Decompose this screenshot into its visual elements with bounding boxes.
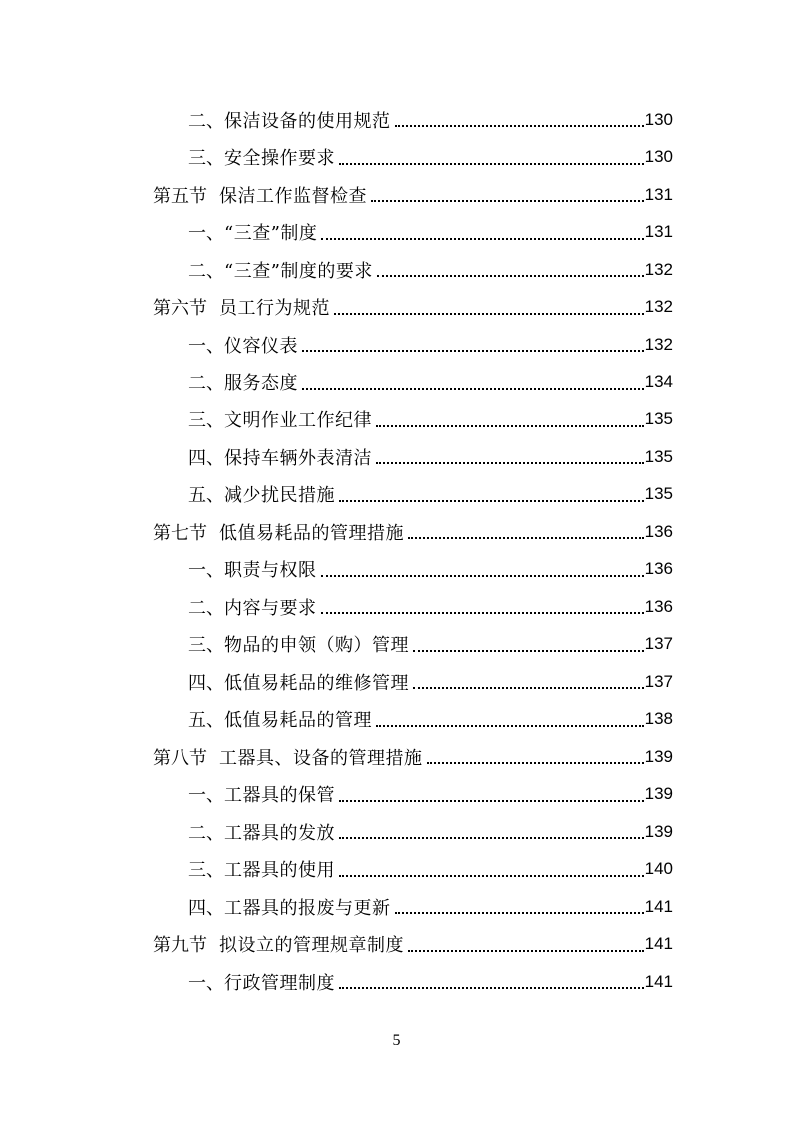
toc-subsection-entry[interactable]	[188, 963, 673, 1000]
toc-entry-title: 安全操作要求	[224, 148, 335, 170]
toc-entry-page: 134	[644, 372, 673, 392]
toc-entry-page: 135	[644, 446, 673, 466]
toc-entry-number: 二、	[188, 822, 224, 844]
toc-entry-page: 137	[644, 634, 673, 654]
toc-dot-leader	[339, 799, 644, 802]
toc-subsection-entry[interactable]	[188, 101, 673, 138]
toc-entry-page: 130	[644, 147, 673, 167]
toc-dot-leader	[413, 649, 644, 652]
toc-entry-title: 行政管理制度	[224, 972, 335, 994]
toc-section-entry[interactable]	[153, 513, 673, 550]
toc-entry-number: 二、	[188, 260, 224, 282]
toc-subsection-entry[interactable]	[188, 401, 673, 438]
toc-subsection-entry[interactable]	[188, 663, 673, 700]
toc-dot-leader	[427, 761, 644, 764]
toc-section-entry[interactable]	[153, 288, 673, 325]
toc-entry-page: 141	[644, 934, 673, 954]
toc-entry-page: 135	[644, 484, 673, 504]
toc-subsection-entry[interactable]	[188, 588, 673, 625]
toc-subsection-entry[interactable]	[188, 551, 673, 588]
toc-entry-title: 服务态度	[224, 373, 298, 395]
toc-entry-number: 三、	[188, 410, 224, 432]
toc-entry-page: 130	[644, 109, 673, 129]
toc-entry-number: 一、	[188, 560, 224, 582]
toc-entry-number: 一、	[188, 785, 224, 807]
toc-dot-leader	[321, 611, 644, 614]
toc-dot-leader	[395, 124, 644, 127]
toc-subsection-entry[interactable]	[188, 813, 673, 850]
toc-entry-title: 员工行为规范	[219, 298, 330, 320]
toc-section-entry[interactable]	[153, 176, 673, 213]
toc-entry-page: 135	[644, 409, 673, 429]
toc-subsection-entry[interactable]	[188, 363, 673, 400]
toc-entry-title: “三查”制度	[224, 223, 318, 245]
toc-entry-page: 131	[644, 222, 673, 242]
toc-entry-title: “三查”制度的要求	[224, 260, 373, 282]
toc-subsection-entry[interactable]	[188, 888, 673, 925]
toc-dot-leader	[377, 274, 644, 277]
toc-entry-page: 139	[644, 821, 673, 841]
toc-entry-number: 第八节	[153, 747, 207, 769]
toc-dot-leader	[302, 349, 644, 352]
toc-entry-page: 140	[644, 859, 673, 879]
toc-entry-number: 第九节	[153, 935, 207, 957]
toc-dot-leader	[376, 461, 644, 464]
toc-entry-number: 四、	[188, 897, 224, 919]
toc-dot-leader	[339, 836, 644, 839]
toc-entry-number: 第七节	[153, 522, 207, 544]
toc-entry-page: 132	[644, 297, 673, 317]
toc-dot-leader	[395, 911, 644, 914]
toc-entry-title: 文明作业工作纪律	[224, 410, 372, 432]
toc-entry-page: 139	[644, 746, 673, 766]
toc-entry-number: 一、	[188, 972, 224, 994]
toc-entry-title: 工器具的使用	[224, 860, 335, 882]
toc-entry-title: 内容与要求	[224, 597, 317, 619]
toc-entry-title: 低值易耗品的管理措施	[219, 522, 404, 544]
toc-entry-page: 136	[644, 596, 673, 616]
toc-subsection-entry[interactable]	[188, 775, 673, 812]
toc-entry-number: 第六节	[153, 298, 207, 320]
toc-dot-leader	[371, 199, 644, 202]
toc-entry-title: 低值易耗品的维修管理	[224, 672, 409, 694]
toc-dot-leader	[339, 499, 644, 502]
toc-entry-title: 仪容仪表	[224, 335, 298, 357]
toc-entry-page: 136	[644, 559, 673, 579]
toc-entry-number: 四、	[188, 447, 224, 469]
toc-subsection-entry[interactable]	[188, 438, 673, 475]
toc-entry-number: 三、	[188, 635, 224, 657]
toc-entry-number: 一、	[188, 223, 224, 245]
page-number: 5	[392, 1032, 401, 1049]
toc-entry-title: 工器具的报废与更新	[224, 897, 391, 919]
toc-dot-leader	[321, 574, 644, 577]
toc-entry-page: 132	[644, 334, 673, 354]
toc-dot-leader	[413, 686, 644, 689]
toc-entry-title: 保持车辆外表清洁	[224, 447, 372, 469]
toc-subsection-entry[interactable]	[188, 213, 673, 250]
toc-entry-number: 三、	[188, 860, 224, 882]
toc-section-entry[interactable]	[153, 925, 673, 962]
toc-section-entry[interactable]	[153, 738, 673, 775]
toc-entry-page: 138	[644, 709, 673, 729]
toc-entry-number: 二、	[188, 373, 224, 395]
toc-subsection-entry[interactable]	[188, 850, 673, 887]
toc-dot-leader	[339, 162, 644, 165]
toc-entry-number: 二、	[188, 110, 224, 132]
toc-dot-leader	[302, 387, 644, 390]
toc-entry-number: 三、	[188, 148, 224, 170]
toc-entry-page: 141	[644, 896, 673, 916]
toc-subsection-entry[interactable]	[188, 701, 673, 738]
toc-entry-number: 五、	[188, 710, 224, 732]
toc-entry-number: 四、	[188, 672, 224, 694]
toc-entry-title: 低值易耗品的管理	[224, 710, 372, 732]
toc-entry-page: 131	[644, 184, 673, 204]
toc-subsection-entry[interactable]	[188, 626, 673, 663]
toc-entry-title: 工器具的保管	[224, 785, 335, 807]
toc-entry-page: 139	[644, 784, 673, 804]
toc-dot-leader	[408, 949, 644, 952]
toc-entry-number: 二、	[188, 597, 224, 619]
toc-entry-page: 132	[644, 259, 673, 279]
toc-entry-title: 减少扰民措施	[224, 485, 335, 507]
toc-entry-page: 141	[644, 971, 673, 991]
toc-entry-title: 保洁工作监督检查	[219, 185, 367, 207]
toc-entry-number: 五、	[188, 485, 224, 507]
toc-entry-title: 拟设立的管理规章制度	[219, 935, 404, 957]
toc-subsection-entry[interactable]	[188, 251, 673, 288]
toc-entry-title: 工器具、设备的管理措施	[219, 747, 423, 769]
table-of-contents	[0, 101, 793, 1000]
toc-dot-leader	[408, 536, 644, 539]
toc-dot-leader	[339, 986, 644, 989]
toc-entry-page: 136	[644, 521, 673, 541]
toc-dot-leader	[339, 874, 644, 877]
toc-entry-number: 一、	[188, 335, 224, 357]
toc-dot-leader	[376, 424, 644, 427]
toc-subsection-entry[interactable]	[188, 138, 673, 175]
toc-subsection-entry[interactable]	[188, 326, 673, 363]
toc-dot-leader	[376, 724, 644, 727]
toc-dot-leader	[334, 312, 644, 315]
toc-entry-page: 137	[644, 671, 673, 691]
toc-entry-title: 物品的申领（购）管理	[224, 635, 409, 657]
toc-entry-title: 职责与权限	[224, 560, 317, 582]
toc-entry-title: 保洁设备的使用规范	[224, 110, 391, 132]
toc-entry-title: 工器具的发放	[224, 822, 335, 844]
toc-dot-leader	[321, 237, 643, 240]
toc-entry-number: 第五节	[153, 185, 207, 207]
toc-subsection-entry[interactable]	[188, 476, 673, 513]
